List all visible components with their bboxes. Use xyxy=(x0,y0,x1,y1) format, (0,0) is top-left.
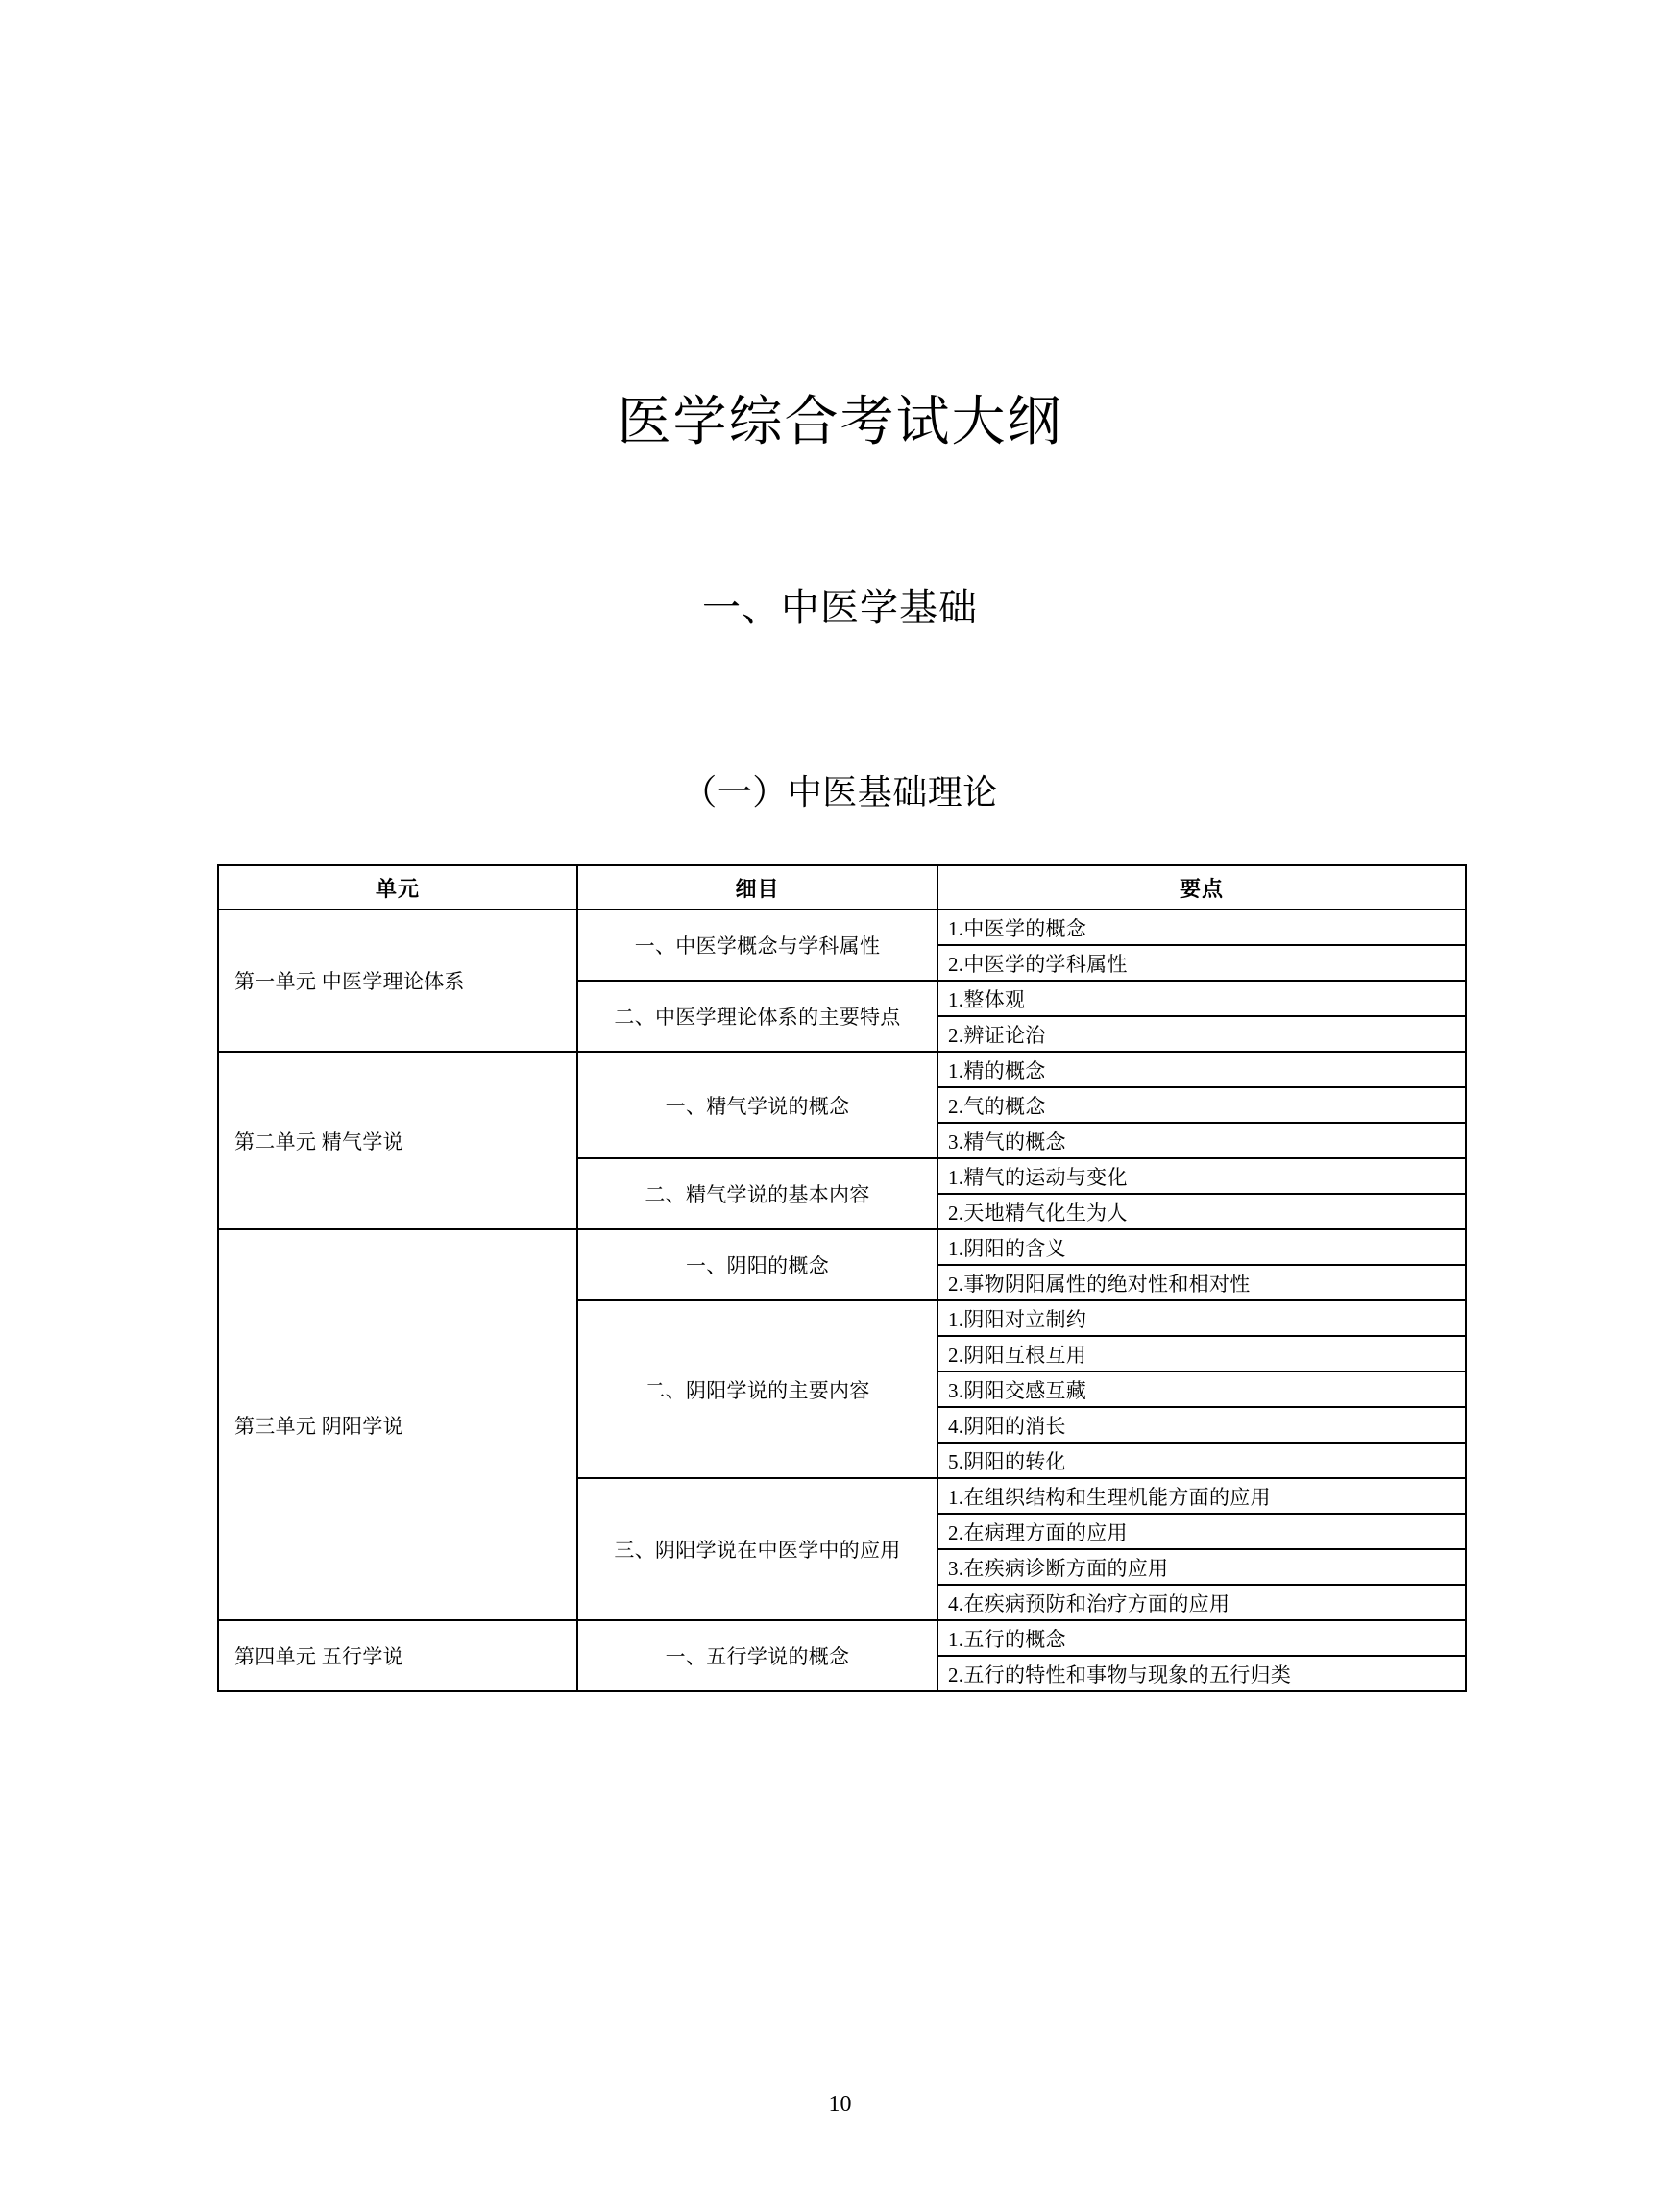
table-row xyxy=(218,1229,1466,1265)
point-cell: 2.在病理方面的应用 xyxy=(937,1514,1466,1549)
point-cell: 1.阴阳的含义 xyxy=(937,1229,1466,1265)
section-heading: 一、中医学基础 xyxy=(702,586,978,630)
table-row xyxy=(218,1052,1466,1087)
detail-cell: 二、中医学理论体系的主要特点 xyxy=(577,981,937,1052)
point-cell: 1.整体观 xyxy=(937,981,1466,1016)
point-cell: 2.气的概念 xyxy=(937,1087,1466,1123)
point-cell: 1.阴阳对立制约 xyxy=(937,1300,1466,1336)
point-cell: 2.事物阴阳属性的绝对性和相对性 xyxy=(937,1265,1466,1300)
page-title: 医学综合考试大纲 xyxy=(617,392,1063,452)
column-header-unit: 单元 xyxy=(218,865,577,910)
table-header xyxy=(218,865,1466,910)
detail-cell: 三、阴阳学说在中医学中的应用 xyxy=(577,1478,937,1620)
unit-cell: 第三单元 阴阳学说 xyxy=(218,1229,577,1620)
page-number: 10 xyxy=(828,2092,852,2117)
point-cell: 5.阴阳的转化 xyxy=(937,1443,1466,1478)
point-cell: 1.精的概念 xyxy=(937,1052,1466,1087)
subsection-heading: （一）中医基础理论 xyxy=(682,773,998,812)
unit-cell: 第一单元 中医学理论体系 xyxy=(218,910,577,1052)
unit-cell: 第四单元 五行学说 xyxy=(218,1620,577,1691)
detail-cell: 一、精气学说的概念 xyxy=(577,1052,937,1158)
point-cell: 1.精气的运动与变化 xyxy=(937,1158,1466,1194)
column-header-point: 要点 xyxy=(937,865,1466,910)
detail-cell: 一、中医学概念与学科属性 xyxy=(577,910,937,981)
point-cell: 1.在组织结构和生理机能方面的应用 xyxy=(937,1478,1466,1514)
point-cell: 4.在疾病预防和治疗方面的应用 xyxy=(937,1585,1466,1620)
detail-cell: 二、阴阳学说的主要内容 xyxy=(577,1300,937,1478)
table-row xyxy=(218,910,1466,945)
point-cell: 2.五行的特性和事物与现象的五行归类 xyxy=(937,1656,1466,1691)
table-row xyxy=(218,1620,1466,1656)
point-cell: 2.辨证论治 xyxy=(937,1016,1466,1052)
point-cell: 2.天地精气化生为人 xyxy=(937,1194,1466,1229)
point-cell: 4.阴阳的消长 xyxy=(937,1407,1466,1443)
point-cell: 3.在疾病诊断方面的应用 xyxy=(937,1549,1466,1585)
column-header-detail: 细目 xyxy=(577,865,937,910)
detail-cell: 一、五行学说的概念 xyxy=(577,1620,937,1691)
point-cell: 1.中医学的概念 xyxy=(937,910,1466,945)
table-header-row xyxy=(218,865,1466,910)
point-cell: 3.阴阳交感互藏 xyxy=(937,1372,1466,1407)
table-body xyxy=(218,910,1466,1691)
point-cell: 3.精气的概念 xyxy=(937,1123,1466,1158)
point-cell: 2.中医学的学科属性 xyxy=(937,945,1466,981)
detail-cell: 一、阴阳的概念 xyxy=(577,1229,937,1300)
detail-cell: 二、精气学说的基本内容 xyxy=(577,1158,937,1229)
unit-cell: 第二单元 精气学说 xyxy=(218,1052,577,1229)
point-cell: 1.五行的概念 xyxy=(937,1620,1466,1656)
point-cell: 2.阴阳互根互用 xyxy=(937,1336,1466,1372)
syllabus-table-container xyxy=(217,864,1465,1692)
syllabus-table xyxy=(217,864,1467,1692)
